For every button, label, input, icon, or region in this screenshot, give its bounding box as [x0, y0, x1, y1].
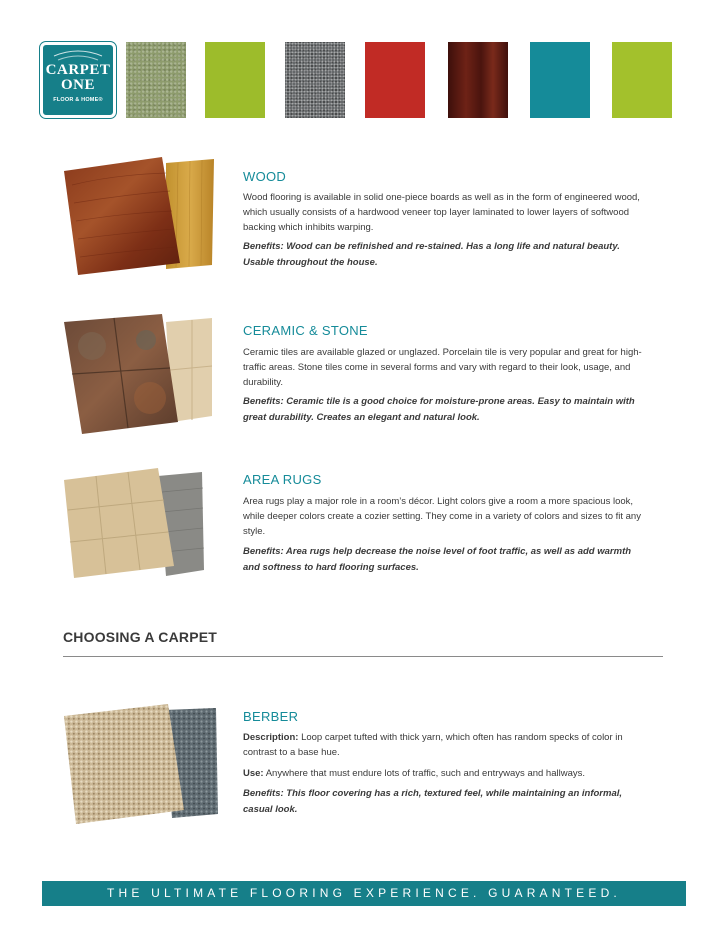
choosing-carpet-heading: CHOOSING A CARPET [63, 629, 218, 645]
logo-tagline: FLOOR & HOME® [53, 97, 103, 103]
divider [63, 656, 663, 657]
swatch-lime-2 [612, 42, 672, 118]
area-rugs-title: AREA RUGS [243, 472, 322, 487]
ceramic-stone-benefits: Benefits: Ceramic tile is a good choice for moisture-prone areas. Easy to maintain with great durability. Creates an elegant and natural look. [243, 396, 635, 423]
ceramic-stone-sample-image [62, 312, 222, 437]
description-label: Description: [243, 732, 299, 743]
swatch-mahogany-wood [448, 42, 508, 118]
berber-title: BERBER [243, 709, 299, 724]
area-rugs-description: Area rugs play a major role in a room’s décor. Light colors give a room a more spacious look, while deeper colors create a cozier setting. They come in a variety of colors and sizes to fit any style. [243, 496, 641, 537]
berber-description [243, 730, 643, 760]
swatch-lime [205, 42, 265, 118]
description-text: Loop carpet tufted with thick yarn, which often has random specks of color in contrast to a base hue. [243, 732, 623, 758]
logo-line-1: CARPET [45, 62, 111, 78]
footer-tagline-bar: THE ULTIMATE FLOORING EXPERIENCE. GUARANTEED. [42, 881, 686, 906]
ceramic-stone-description: Ceramic tiles are available glazed or unglazed. Porcelain tile is very popular and great for high-traffic areas. Stone tiles come in several forms and vary with regard to their look, usage, and durability. [243, 347, 642, 388]
berber-carpet-sample-image [60, 700, 230, 830]
swatch-grey-carpet [285, 42, 345, 118]
wood-description: Wood flooring is available in solid one-piece boards as well as in the form of engineered wood, which usually consists of a hardwood veneer top layer laminated to lower layers of softwood backing which inhibits warping. [243, 192, 640, 233]
area-rug-sample-image [62, 462, 212, 582]
ceramic-stone-title: CERAMIC & STONE [243, 323, 368, 338]
swatch-teal [530, 42, 590, 118]
wood-benefits: Benefits: Wood can be refinished and re-stained. Has a long life and natural beauty. Usable throughout the house. [243, 241, 620, 268]
use-label: Use: [243, 768, 264, 779]
berber-use [243, 766, 643, 781]
use-text: Anywhere that must endure lots of traffic, such and entryways and hallways. [263, 768, 586, 779]
berber-benefits: Benefits: This floor covering has a rich, textured feel, while maintaining an informal, casual look. [243, 788, 623, 815]
area-rugs-benefits: Benefits: Area rugs help decrease the noise level of foot traffic, as well as add warmth and softness to hard flooring surfaces. [243, 546, 632, 573]
wood-sample-image [62, 155, 222, 277]
swatch-red [365, 42, 425, 118]
swatch-sage-carpet [126, 42, 186, 118]
wood-title: WOOD [243, 169, 287, 184]
carpet-one-logo[interactable] [40, 42, 116, 118]
logo-line-2: ONE [60, 77, 95, 93]
